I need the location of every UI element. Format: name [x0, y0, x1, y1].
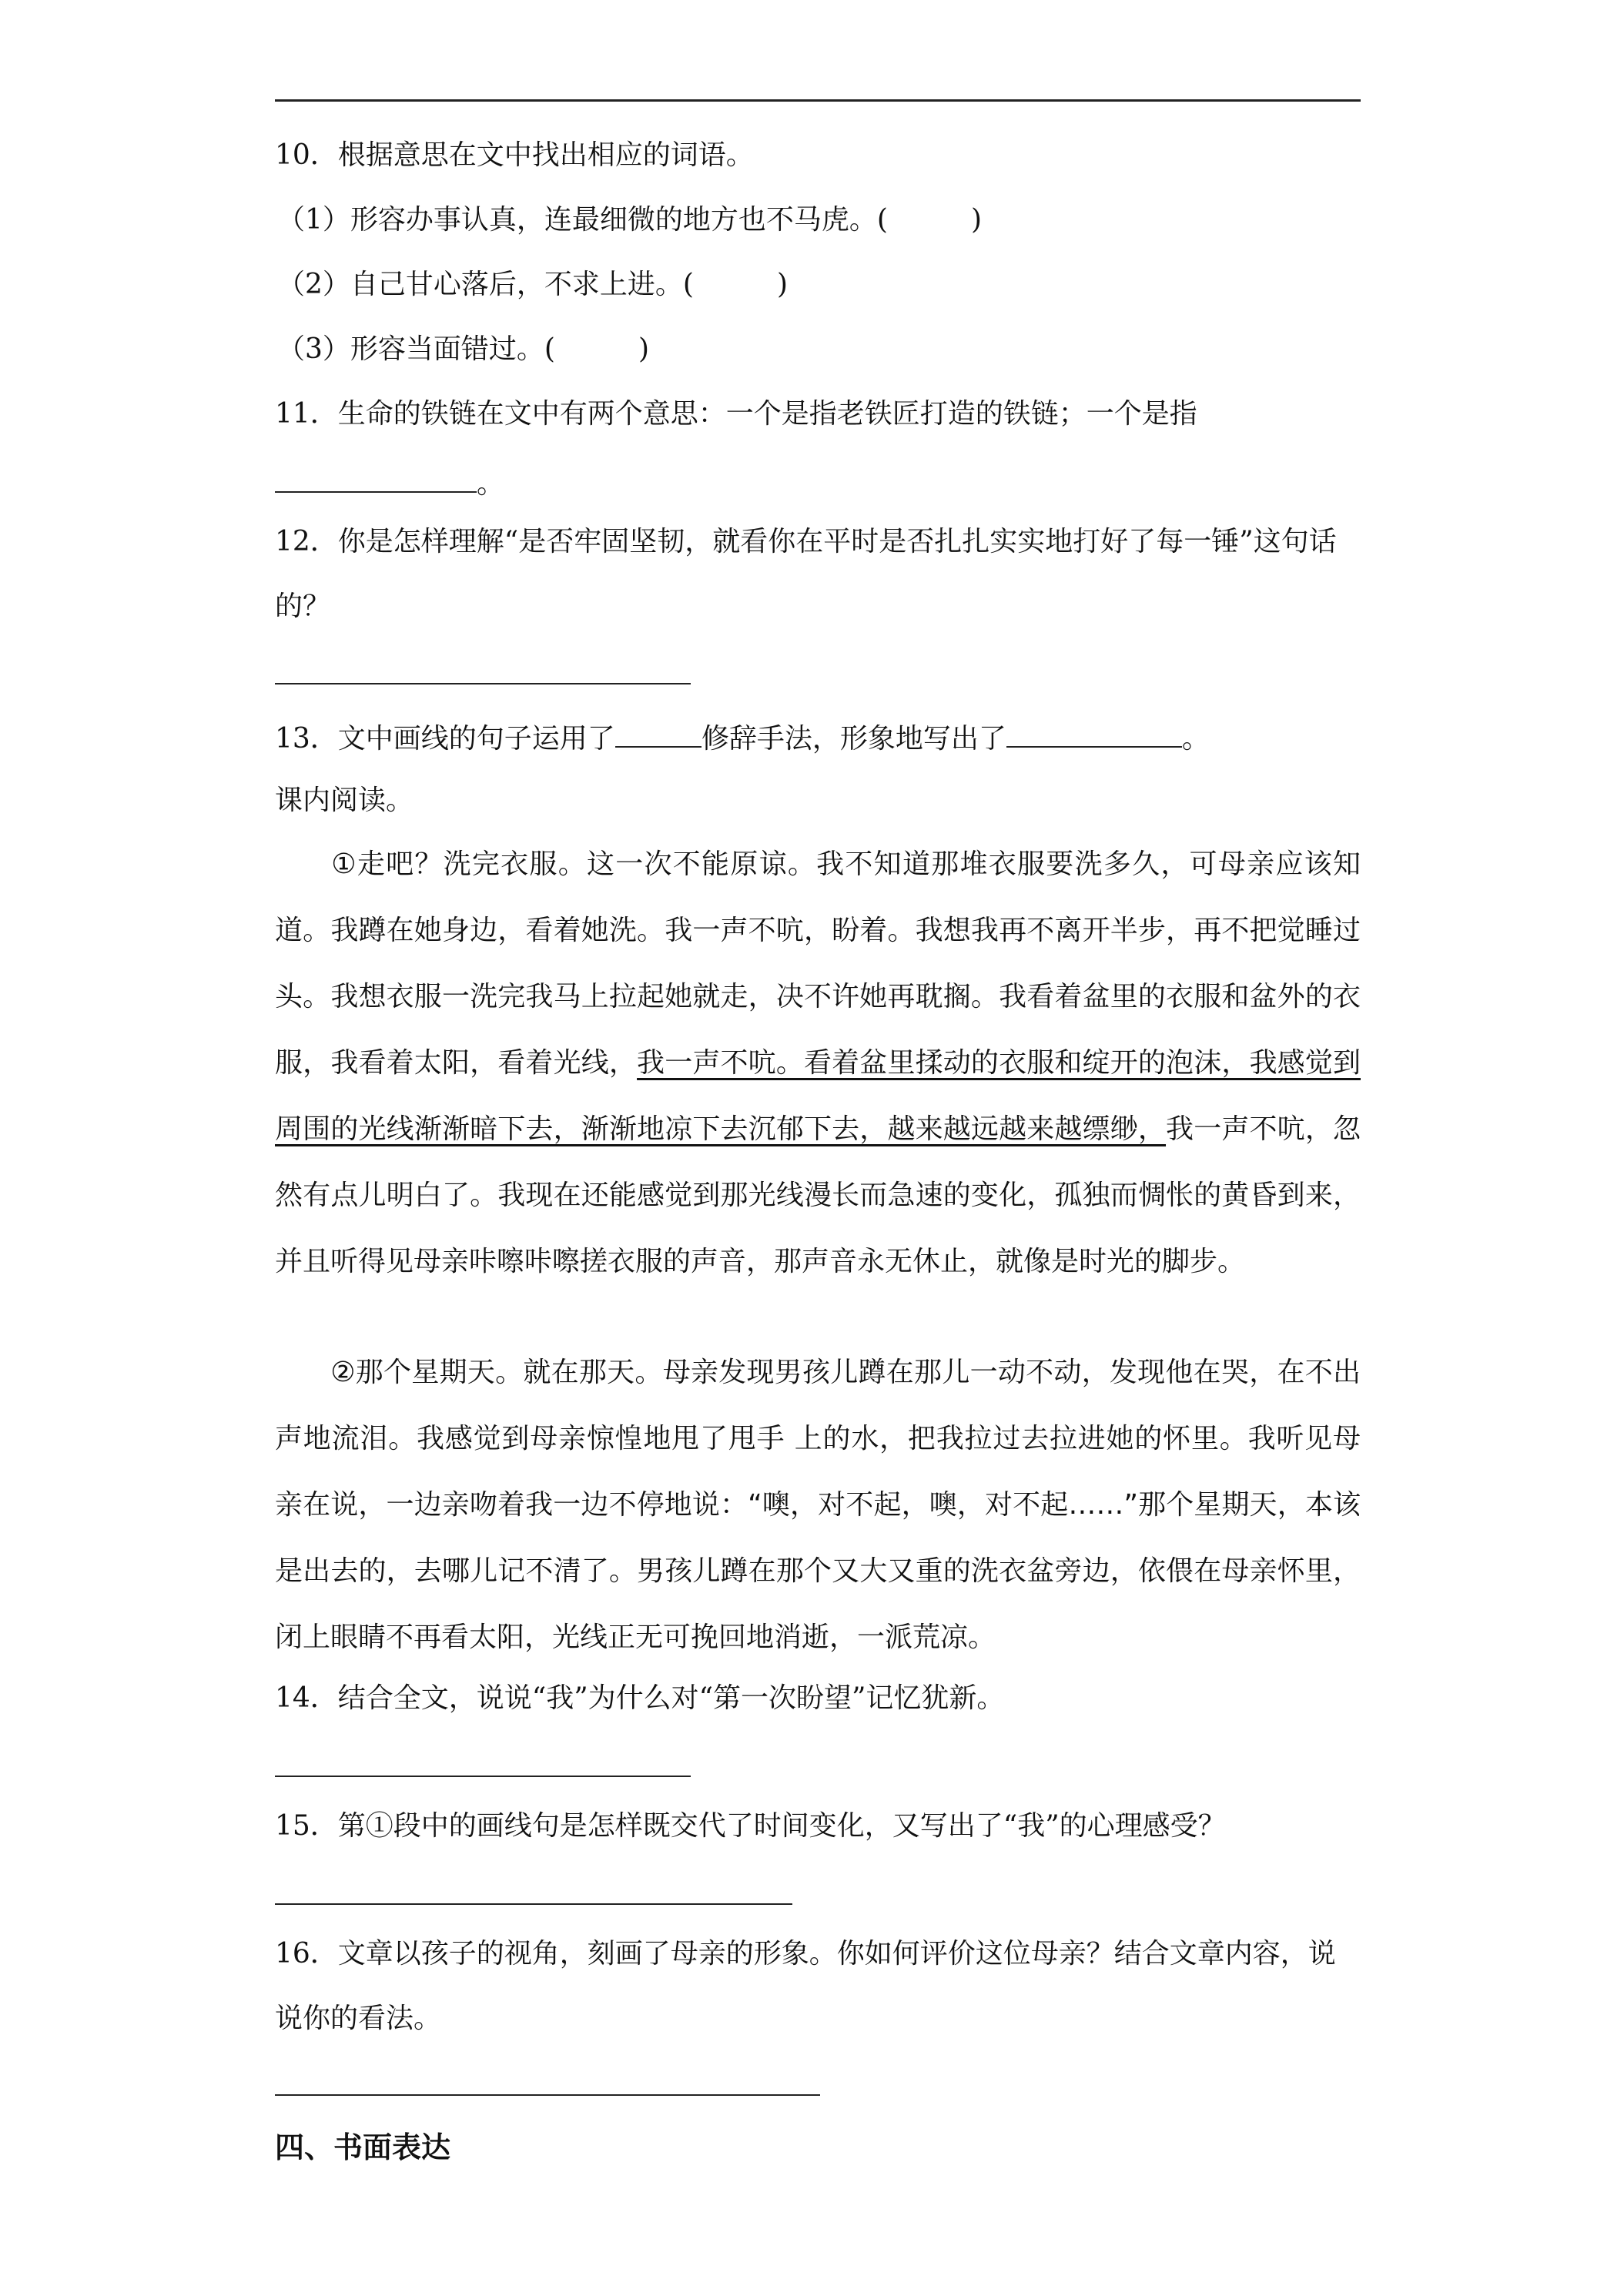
section-heading: 四、书面表达 [275, 2130, 451, 2164]
q14-answer-line[interactable] [275, 1776, 691, 1777]
q13-blank-1[interactable] [615, 720, 702, 748]
q16-line2: 说你的看法。 [275, 2003, 442, 2034]
header-rule [275, 99, 1361, 102]
passage2-text: ②那个星期天。就在那天。母亲发现男孩儿蹲在那儿一动不动，发现他在哭，在不出声地流泪。我感觉到母亲惊惶地甩了甩手 上的水，把我拉过去拉进她的怀里。我听见母亲在说，一边亲吻着我一边不停地说：“噢，对不起，噢，对不起……”那个星期天，本该是出去的，去哪儿记不清了。男孩儿蹲在那个又大又重的洗衣盆旁边，依偎在母亲怀里，闭上眼睛不再看太阳，光线正无可挽回地消逝，一派荒凉。 [275, 1357, 1361, 1653]
q13-part-b: 修辞手法，形象地写出了 [701, 723, 1006, 755]
q12-answer-line[interactable] [275, 683, 691, 684]
q12-line2: 的？ [275, 591, 331, 622]
q16-answer-line[interactable] [275, 2094, 820, 2096]
q13-blank-2[interactable] [1006, 720, 1182, 748]
q14-text: 14．结合全文，说说“我”为什么对“第一次盼望”记忆犹新。 [275, 1682, 1005, 1714]
q13-part-a: 13．文中画线的句子运用了 [275, 723, 615, 755]
passage1-underlined-sentence: 我一声不吭。看着盆里揉动的衣服和绽开的泡沫，我感觉到周围的光线渐渐暗下去，渐渐地凉下去沉郁下去，越来越远越来越缥缈， [275, 1047, 1361, 1145]
q15-answer-line[interactable] [275, 1903, 792, 1905]
q11-answer-blank[interactable] [275, 465, 477, 493]
passage1-post: 我一声不吭，忽然有点儿明白了。我现在还能感觉到那光线漫长而急速的变化，孤独而惆怅的黄昏到来，并且听得见母亲咔嚓咔嚓搓衣服的声音，那声音永无休止，就像是时光的脚步。 [275, 1113, 1361, 1277]
q11-line1: 11．生命的铁链在文中有两个意思：一个是指老铁匠打造的铁链；一个是指 [275, 398, 1197, 430]
passage-paragraph-1 [275, 832, 1361, 1295]
q10-item-1: （1）形容办事认真，连最细微的地方也不马虎。( ) [277, 204, 982, 236]
passage-paragraph-2 [275, 1340, 1361, 1671]
reading-label: 课内阅读。 [275, 785, 414, 816]
q12-line1: 12．你是怎样理解“是否牢固坚韧，就看你在平时是否扎扎实实地打好了每一锤”这句话 [275, 526, 1337, 557]
q10-stem: 10．根据意思在文中找出相应的词语。 [275, 139, 754, 171]
q10-item-2: （2）自己甘心落后，不求上进。( ) [277, 269, 788, 300]
q15-text: 15．第①段中的画线句是怎样既交代了时间变化，又写出了“我”的心理感受？ [275, 1810, 1226, 1842]
passage1-pre: ①走吧？洗完衣服。这一次不能原谅。我不知道那堆衣服要洗多久，可母亲应该知道。我蹲在她身边，看着她洗。我一声不吭，盼着。我想我再不离开半步，再不把觉睡过头。我想衣服一洗完我马上拉起她就走，决不许她再耽搁。我看着盆里的衣服和盆外的衣服，我看着太阳，看着光线， [275, 848, 1361, 1079]
q11-end: 。 [477, 468, 505, 500]
q13-part-c: 。 [1181, 723, 1210, 755]
q13-line [275, 720, 1210, 758]
q11-line2 [275, 465, 504, 503]
q16-line1: 16．文章以孩子的视角，刻画了母亲的形象。你如何评价这位母亲？结合文章内容，说 [275, 1938, 1336, 1970]
q10-item-3: （3）形容当面错过。( ) [277, 333, 649, 365]
